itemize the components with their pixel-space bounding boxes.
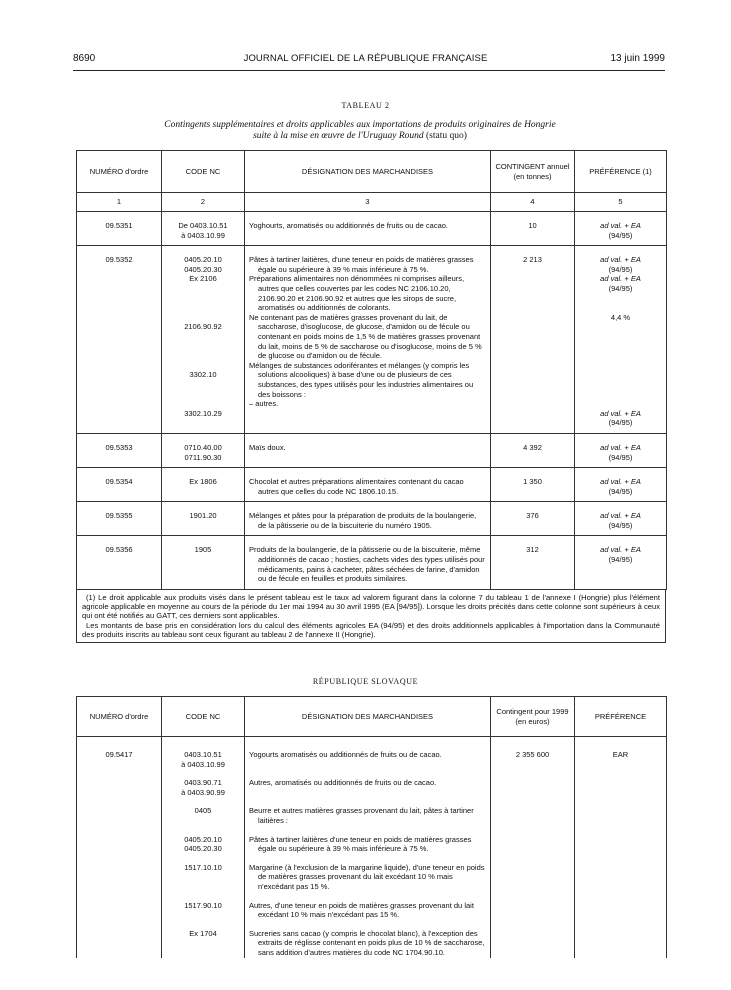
numero-cell: 09.5352 (77, 246, 162, 434)
numero-cell: 09.5354 (77, 468, 162, 502)
preference-cell: ad val. + EA (94/95) (575, 502, 667, 536)
designation-cell: Maïs doux. (245, 433, 491, 467)
col-header-contingent: Contingent pour 1999 (en euros) (491, 697, 575, 737)
preference-cell: ad val. + EA (94/95) (575, 536, 667, 589)
footnote-1: (1) Le droit applicable aux produits visés dans le présent tableau est le taux ad valorem figurant dans la colonne 7 du tableau 1 de l'annexe I (Hongrie) plus l'élément agricole applicable en moyenne au cours de la période du 1er mai 1994 au 30 avril 1995 (EA [94/95]). Lorsque les droits précités dans cette colonne sont supérieurs à ceux qui ont été notifiés au GATT, ces derniers sont applicables. (82, 593, 660, 621)
numero-cell: 09.5417 (77, 737, 162, 958)
col-header-numero: NUMÉRO d'ordre (77, 697, 162, 737)
tableau-subtitle (60, 120, 660, 142)
code-cell: 1905 (162, 536, 245, 589)
col-header-designation: DÉSIGNATION DES MARCHANDISES (245, 151, 491, 193)
header-rule (73, 70, 665, 71)
table-row (77, 246, 667, 434)
subtitle-line-2: suite à la mise en œuvre de l'Uruguay Round (statu quo) (253, 131, 467, 141)
numero-cell: 09.5355 (77, 502, 162, 536)
code-cell: 0710.40.00 0711.90.30 (162, 433, 245, 467)
contingent-cell: 10 (491, 212, 575, 246)
contingent-cell: 312 (491, 536, 575, 589)
numero-cell: 09.5351 (77, 212, 162, 246)
col-header-contingent: CONTINGENT annuel (en tonnes) (491, 151, 575, 193)
issue-date: 13 juin 1999 (610, 53, 665, 64)
page-number: 8690 (73, 53, 96, 64)
code-cell: 1901.20 (162, 502, 245, 536)
col-header-numero: NUMÉRO d'ordre (77, 151, 162, 193)
designation-cell: Mélanges et pâtes pour la préparation de produits de la boulangerie, de la pâtisserie ou de la biscuiterie du numéro 1905. (245, 502, 491, 536)
table-row (77, 502, 667, 536)
table-row (77, 536, 667, 589)
slovaquie-title: RÉPUBLIQUE SLOVAQUE (312, 677, 419, 686)
numero-cell: 09.5356 (77, 536, 162, 589)
code-cell: De 0403.10.51 à 0403.10.99 (162, 212, 245, 246)
col-header-code: CODE NC (162, 697, 245, 737)
col-header-code: CODE NC (162, 151, 245, 193)
hongrie-quota-table (76, 150, 667, 590)
contingent-cell: 2 213 (491, 246, 575, 434)
col-number: 1 (77, 193, 162, 212)
designation-cell: Produits de la boulangerie, de la pâtisserie ou de la biscuiterie, même additionnés de cacao ; hosties, cachets vides des types utilisés pour médicaments, pains à cacheter, pâtes séchées de farine, d'amidon ou de fécule en feuilles et produits similaires. (245, 536, 491, 589)
contingent-cell: 376 (491, 502, 575, 536)
preference-cell: ad val. + EA (94/95) ad val. + EA (94/95) 4,4 % ad val. + EA (94/95) (575, 246, 667, 434)
code-cell: Ex 1806 (162, 468, 245, 502)
subtitle-status: (statu quo) (426, 131, 467, 141)
code-cell: 0405.20.10 0405.20.30 Ex 2106 2106.90.92 3302.10 3302.10.29 (162, 246, 245, 434)
col-number: 5 (575, 193, 667, 212)
col-number: 3 (245, 193, 491, 212)
preference-cell: ad val. + EA (94/95) (575, 433, 667, 467)
designation-cell: Pâtes à tartiner laitières, d'une teneur en poids de matières grasses égale ou supérieure à 39 % mais inférieure à 75 %. Préparations alimentaires non dénommées ni comprises ailleurs, autres que celles couvertes par les codes NC 2106.10.20, 2106.90.20 et 2106.90.92 et autres que les sirops de sucre, aromatisés ou additionnés de colorants. Ne contenant pas de matières grasses provenant du lait, de saccharose, d'isoglucose, de glucose, d'amidon ou de fécule ou contenant en poids moins de 1,5 % de matières grasses provenant du lait, moins de 5 % de saccharose ou d'isoglucose, moins de 5 % de glucose ou d'amidon ou de fécule. Mélanges de substances odoriférantes et mélanges (y compris les solutions alcooliques) à base d'une ou de plusieurs de ces substances, des types utilisés pour les industries alimentaires ou des boissons : – autres. (245, 246, 491, 434)
designation-cell: Yogourts aromatisés ou additionnés de fruits ou de cacao. Autres, aromatisés ou additionnés de fruits ou de cacao. Beurre et autres matières grasses provenant du lait, pâtes à tartiner laitières : Pâtes à tartiner laitières d'une teneur en poids de matières grasses égale ou supérieure à 39 % mais inférieure à 75 %. Margarine (à l'exclusion de la margarine liquide), d'une teneur en poids de matières grasses provenant du lait excédant 10 % mais n'excédant pas 15 %. Autres, d'une teneur en poids de matières grasses provenant du lait excédant 10 % mais n'excédant pas 15 %. Sucreries sans cacao (y compris le chocolat blanc), à l'exception des extraits de réglisse contenant en poids plus de 10 % de saccharose, sans addition d'autres matières du code NC 1704.90.10. (245, 737, 491, 958)
table-row (77, 433, 667, 467)
footnote-2: Les montants de base pris en considération lors du calcul des éléments agricoles EA (94/95) et des droits additionnels applicables à l'importation dans la Communauté des produits inscrits au tableau sont ceux figurant au tableau 2 de l'annexe II (Hongrie). (82, 620, 660, 639)
contingent-cell: 4 392 (491, 433, 575, 467)
table-row (77, 468, 667, 502)
preference-cell: EAR (575, 737, 667, 958)
journal-title: JOURNAL OFFICIEL DE LA RÉPUBLIQUE FRANÇAISE (243, 53, 488, 64)
slovaquie-quota-table (76, 696, 667, 958)
numero-cell: 09.5353 (77, 433, 162, 467)
code-cell: 0403.10.51 à 0403.10.99 0403.90.71 à 0403.90.99 0405 0405.20.10 0405.20.30 1517.10.10 1517.90.10 Ex 1704 (162, 737, 245, 958)
col-number: 2 (162, 193, 245, 212)
table-row (77, 737, 667, 958)
column-number-row (77, 193, 667, 212)
contingent-cell: 1 350 (491, 468, 575, 502)
preference-cell: ad val. + EA (94/95) (575, 212, 667, 246)
col-header-preference: PRÉFÉRENCE (575, 697, 667, 737)
designation-cell: Chocolat et autres préparations alimentaires contenant du cacao autres que celles du code NC 1806.10.15. (245, 468, 491, 502)
contingent-cell: 2 355 600 (491, 737, 575, 958)
col-header-preference: PRÉFÉRENCE (1) (575, 151, 667, 193)
subtitle-line-1: Contingents supplémentaires et droits applicables aux importations de produits originaires de Hongrie (164, 120, 556, 130)
table-header-row (77, 151, 667, 193)
preference-cell: ad val. + EA (94/95) (575, 468, 667, 502)
table-header-row (77, 697, 667, 737)
col-number: 4 (491, 193, 575, 212)
col-header-designation: DÉSIGNATION DES MARCHANDISES (245, 697, 491, 737)
tableau-title: TABLEAU 2 (341, 101, 390, 110)
table-footnote (76, 590, 666, 643)
designation-cell: Yoghourts, aromatisés ou additionnés de fruits ou de cacao. (245, 212, 491, 246)
table-row (77, 212, 667, 246)
